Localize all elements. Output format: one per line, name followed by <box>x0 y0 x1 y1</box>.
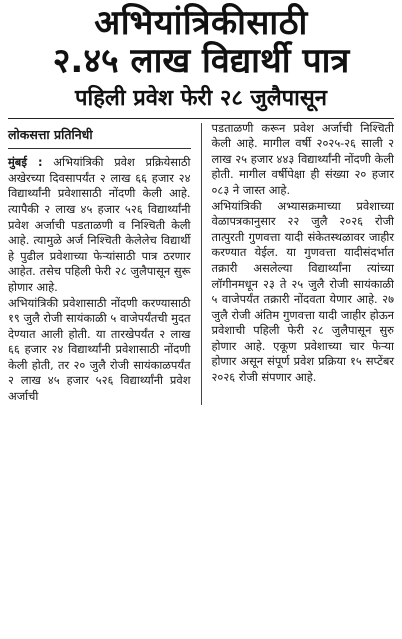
article-columns <box>8 121 394 405</box>
headline-line-1: अभियांत्रिकीसाठी <box>94 3 308 43</box>
subheadline: पहिली प्रवेश फेरी २८ जुलैपासून <box>75 86 327 112</box>
dateline: मुंबई : <box>8 155 43 170</box>
left-column <box>8 121 191 405</box>
left-paragraph-2: अभियांत्रिकी प्रवेशासाठी नोंदणी करण्यासाठी १९ जुलै रोजी सायंकाळी ५ वाजेपर्यंतची मुदत देण्यात आली होती. या तारखेपर्यंत २ लाख ६६ हजार २४ विद्यार्थ्यांनी प्रवेशासाठी नोंदणी केली होती, तर २० जुलै रोजी सायंकाळपर्यंत २ लाख ४५ हजार ५२६ विद्यार्थ्यांनी प्रवेश अर्जाची <box>8 295 191 404</box>
left-paragraph-1-text: अभियांत्रिकी प्रवेश प्रक्रियेसाठी अखेरच्या दिवसापर्यंत २ लाख ६६ हजार २४ विद्यार्थ्यांनी प्रवेशासाठी नोंदणी केली आहे. त्यापैकी २ लाख ४५ हजार ५२६ विद्यार्थ्यांनी प्रवेश अर्जाची पडताळणी व निश्चिती केली आहे. त्यामुळे अर्ज निश्चिती केलेलेच विद्यार्थी हे पुढील प्रवेशाच्या फेऱ्यांसाठी पात्र ठरणार आहेत. तसेच पहिली फेरी २८ जुलैपासून सुरू होणार आहे. <box>8 155 191 294</box>
byline: लोकसत्ता प्रतिनिधी <box>8 121 191 150</box>
left-paragraph-1 <box>8 155 191 295</box>
right-paragraph-1: पडताळणी करून प्रवेश अर्जाची निश्चिती केली आहे. मागील वर्षी २०२५-२६ साली २ लाख २५ हजार ४४३ विद्यार्थ्यांनी नोंदणी केली होती. मागील वर्षीपेक्षा ही संख्या २० हजार ०८३ ने जास्त आहे. <box>211 120 394 197</box>
headline-rule <box>8 118 394 119</box>
headline-line-2: २.४५ लाख विद्यार्थी पात्र <box>52 40 350 81</box>
right-paragraph-2: अभियांत्रिकी अभ्यासक्रमाच्या प्रवेशाच्या वेळापत्रकानुसार २२ जुलै २०२६ रोजी तात्पुरती गुणवत्ता यादी संकेतस्थळावर जाहीर करण्यात येईल. या गुणवत्ता यादीसंदर्भात तक्रारी असलेल्या विद्यार्थ्यांना त्यांच्या लॉगीनमधून २३ ते २५ जुलै रोजी सायंकाळी ५ वाजेपर्यंत तक्रारी नोंदवता येणार आहे. २७ जुलै रोजी अंतिम गुणवत्ता यादी जाहीर होऊन प्रवेशाची पहिली फेरी २८ जुलैपासून सुरु होणार आहे. एकूण प्रवेशाच्या चार फेऱ्या होणार असून संपूर्ण प्रवेश प्रक्रिया १५ सप्टेंबर २०२६ रोजी संपणार आहे. <box>211 198 394 385</box>
column-divider <box>201 123 202 405</box>
right-column <box>212 121 395 405</box>
